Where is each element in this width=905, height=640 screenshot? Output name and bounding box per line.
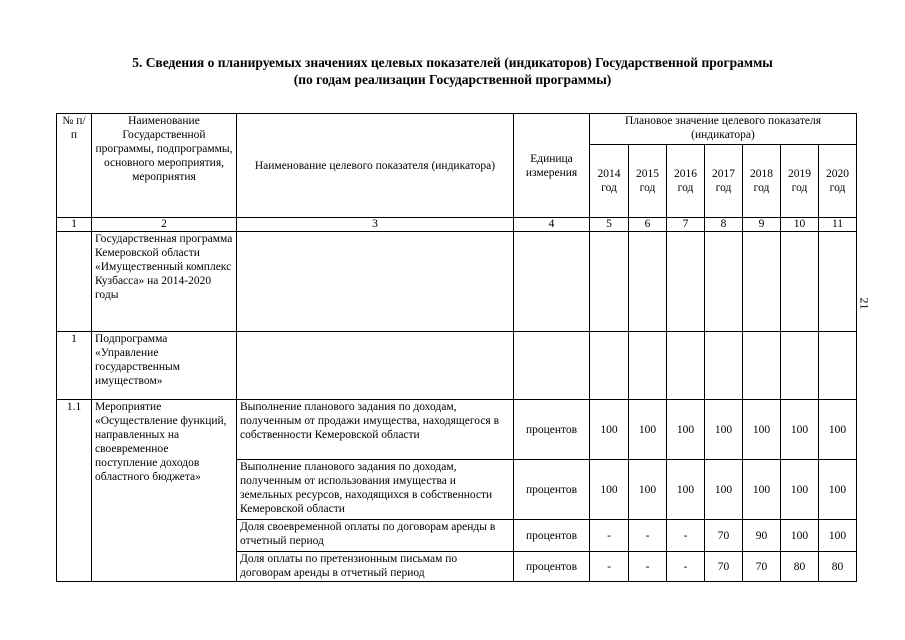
indicator-value: 70 — [743, 552, 781, 582]
column-number: 11 — [819, 218, 857, 232]
row-num: 1.1 — [57, 400, 92, 582]
indicator-value: - — [667, 552, 705, 582]
header-year: 2014 год — [590, 145, 629, 218]
column-number: 6 — [629, 218, 667, 232]
indicator-value: 100 — [781, 460, 819, 520]
indicator-value: 100 — [590, 400, 629, 460]
indicator-value: 100 — [743, 400, 781, 460]
indicator-value: 80 — [781, 552, 819, 582]
indicator-value: 90 — [743, 520, 781, 552]
header-col-num: № п/п — [57, 114, 92, 218]
state-program-name: Государственная программа Кемеровской области «Имущественный комплекс Кузбасса» на 2014-2020 годы — [92, 232, 237, 332]
header-col-indicator: Наименование целевого показателя (индикатора) — [237, 114, 514, 218]
indicator-value: 100 — [667, 400, 705, 460]
row-num: 1 — [57, 332, 92, 400]
indicator-name: Доля оплаты по претензионным письмам по договорам аренды в отчетный период — [237, 552, 514, 582]
indicator-unit: процентов — [514, 460, 590, 520]
indicator-value: 70 — [705, 552, 743, 582]
column-numbers-row — [57, 218, 857, 232]
indicator-name: Доля своевременной оплаты по договорам аренды в отчетный период — [237, 520, 514, 552]
column-number: 4 — [514, 218, 590, 232]
indicator-value: - — [629, 520, 667, 552]
indicator-value: 100 — [667, 460, 705, 520]
indicator-value: - — [590, 520, 629, 552]
header-year: 2017 год — [705, 145, 743, 218]
indicator-value: 100 — [705, 460, 743, 520]
indicator-value: 100 — [819, 520, 857, 552]
column-number: 1 — [57, 218, 92, 232]
row-num — [57, 232, 92, 332]
document-title-line-2: (по годам реализации Государственной программы) — [293, 72, 612, 87]
document-title-line-1: 5. Сведения о планируемых значениях целевых показателей (индикаторов) Государственной программы — [132, 55, 773, 70]
subprogram-name: Подпрограмма «Управление государственным имуществом» — [92, 332, 237, 400]
indicator-value: 100 — [705, 400, 743, 460]
indicator-value: 100 — [781, 520, 819, 552]
indicator-unit: процентов — [514, 552, 590, 582]
header-year: 2015 год — [629, 145, 667, 218]
column-number: 2 — [92, 218, 237, 232]
column-number: 8 — [705, 218, 743, 232]
indicator-value: - — [590, 552, 629, 582]
header-col-unit: Единица измерения — [514, 114, 590, 218]
indicator-value: 100 — [629, 400, 667, 460]
indicator-value: 100 — [819, 400, 857, 460]
indicator-value: 100 — [629, 460, 667, 520]
table-row-state-program — [57, 232, 857, 332]
header-col-planned: Плановое значение целевого показателя (индикатора) — [590, 114, 857, 145]
column-number: 7 — [667, 218, 705, 232]
indicator-unit: процентов — [514, 520, 590, 552]
column-number: 10 — [781, 218, 819, 232]
header-year: 2019 год — [781, 145, 819, 218]
indicator-name: Выполнение планового задания по доходам, полученным от использования имущества и земельных ресурсов, находящихся в собственности Кемеровской области — [237, 460, 514, 520]
measure-name: Мероприятие «Осуществление функций, направленных на своевременное поступление доходов областного бюджета» — [92, 400, 237, 582]
indicator-value: - — [667, 520, 705, 552]
header-year: 2018 год — [743, 145, 781, 218]
column-number: 9 — [743, 218, 781, 232]
column-number: 3 — [237, 218, 514, 232]
table-header-row-1 — [57, 114, 857, 145]
indicator-value: 80 — [819, 552, 857, 582]
column-number: 5 — [590, 218, 629, 232]
page-number: 21 — [857, 297, 872, 310]
indicator-unit: процентов — [514, 400, 590, 460]
table-row-subprogram — [57, 332, 857, 400]
indicators-table — [56, 113, 857, 582]
indicator-name: Выполнение планового задания по доходам, полученным от продажи имущества, находящегося в собственности Кемеровской области — [237, 400, 514, 460]
indicator-value: 70 — [705, 520, 743, 552]
indicator-value: 100 — [781, 400, 819, 460]
indicator-value: 100 — [590, 460, 629, 520]
indicator-value: 100 — [819, 460, 857, 520]
header-year: 2020 год — [819, 145, 857, 218]
indicator-value: - — [629, 552, 667, 582]
indicator-value: 100 — [743, 460, 781, 520]
header-year: 2016 год — [667, 145, 705, 218]
header-col-program: Наименование Государственной программы, подпрограммы, основного мероприятия, мероприятия — [92, 114, 237, 218]
table-row-indicator — [57, 400, 857, 460]
